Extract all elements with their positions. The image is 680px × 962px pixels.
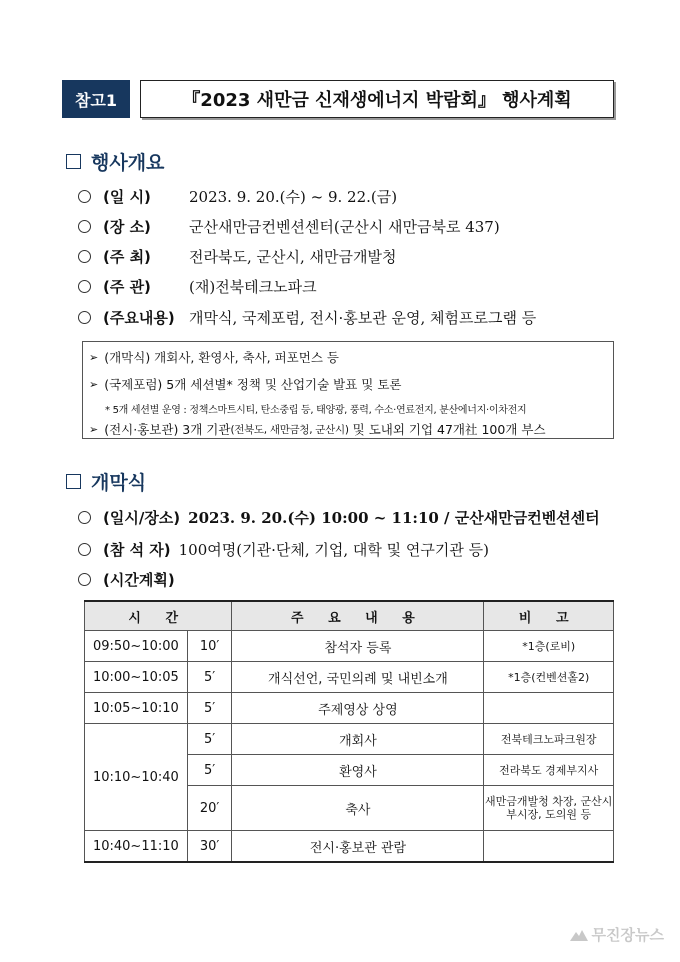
note-item: ➢ (개막식) 개회사, 환영사, 축사, 퍼포먼스 등 [89,350,339,365]
table-row: 5′ 환영사 전라북도 경제부지사 [85,755,614,786]
document-title: 『2023 새만금 신재생에너지 박람회』 행사계획 [140,80,614,118]
arrow-bullet-icon: ➢ [89,377,99,391]
table-row: 20′ 축사 새만금개발청 차장, 군산시 부시장, 도의원 등 [85,786,614,831]
circle-bullet-icon [78,543,91,556]
table-row: 10:00~10:05 5′ 개식선언, 국민의례 및 내빈소개 *1층(컨벤션홀2) [85,662,614,693]
note-item: ➢ (전시·홍보관) 3개 기관 (전북도, 새만금청, 군산시) 및 도내외 기업 47개社 100개 부스 [89,422,546,437]
section-heading: 개막식 [91,472,147,494]
overview-item-organizer: (주 관) (재)전북테크노파크 [78,276,317,297]
table-row: 09:50~10:00 10′ 참석자 등록 *1층(로비) [85,631,614,662]
header-note: 비 고 [484,601,614,631]
circle-bullet-icon [78,573,91,586]
mountain-logo-icon [570,928,588,942]
table-row: 10:40~11:10 30′ 전시·홍보관 관람 [85,831,614,863]
table-header-row [85,601,614,631]
opening-item-datetime: (일시/장소) 2023. 9. 20.(수) 10:00 ~ 11:10 / 군산새만금컨벤션센터 [78,507,600,528]
watermark: 무진장뉴스 [570,924,664,945]
arrow-bullet-icon: ➢ [89,350,99,364]
circle-bullet-icon [78,220,91,233]
section-overview [66,148,164,175]
reference-tag: 참고1 [62,80,130,118]
schedule-table [84,600,614,863]
circle-bullet-icon [78,511,91,524]
overview-item-venue: (장 소) 군산새만금컨벤션센터(군산시 새만금북로 437) [78,216,500,237]
section-opening [66,468,146,495]
title-row [62,80,614,118]
opening-item-timeplan: (시간계획) [78,569,183,590]
square-bullet-icon [66,474,81,489]
section-heading: 행사개요 [91,152,165,174]
arrow-bullet-icon: ➢ [89,422,99,436]
note-item: ➢ (국제포럼) 5개 세션별* 정책 및 산업기술 발표 및 토론 [89,377,402,392]
note-footnote: * 5개 세션별 운영 : 정책스마트시티, 탄소중립 등, 태양광, 풍력, 수소·연료전지, 분산에너지·이차전지 [105,405,527,416]
header-content: 주 요 내 용 [232,601,484,631]
table-row: 10:05~10:10 5′ 주제영상 상영 [85,693,614,724]
overview-item-host: (주 최) 전라북도, 군산시, 새만금개발청 [78,246,396,267]
circle-bullet-icon [78,250,91,263]
overview-item-date: (일 시) 2023. 9. 20.(수) ~ 9. 22.(금) [78,186,397,207]
table-row: 10:10~10:40 5′ 개회사 전북테크노파크원장 [85,724,614,755]
circle-bullet-icon [78,311,91,324]
circle-bullet-icon [78,280,91,293]
notes-box [82,341,614,439]
overview-item-contents: (주요내용) 개막식, 국제포럼, 전시·홍보관 운영, 체험프로그램 등 [78,307,536,328]
header-time: 시 간 [85,601,232,631]
opening-item-attendees: (참 석 자) 100여명(기관·단체, 기업, 대학 및 연구기관 등) [78,539,489,560]
square-bullet-icon [66,154,81,169]
circle-bullet-icon [78,190,91,203]
